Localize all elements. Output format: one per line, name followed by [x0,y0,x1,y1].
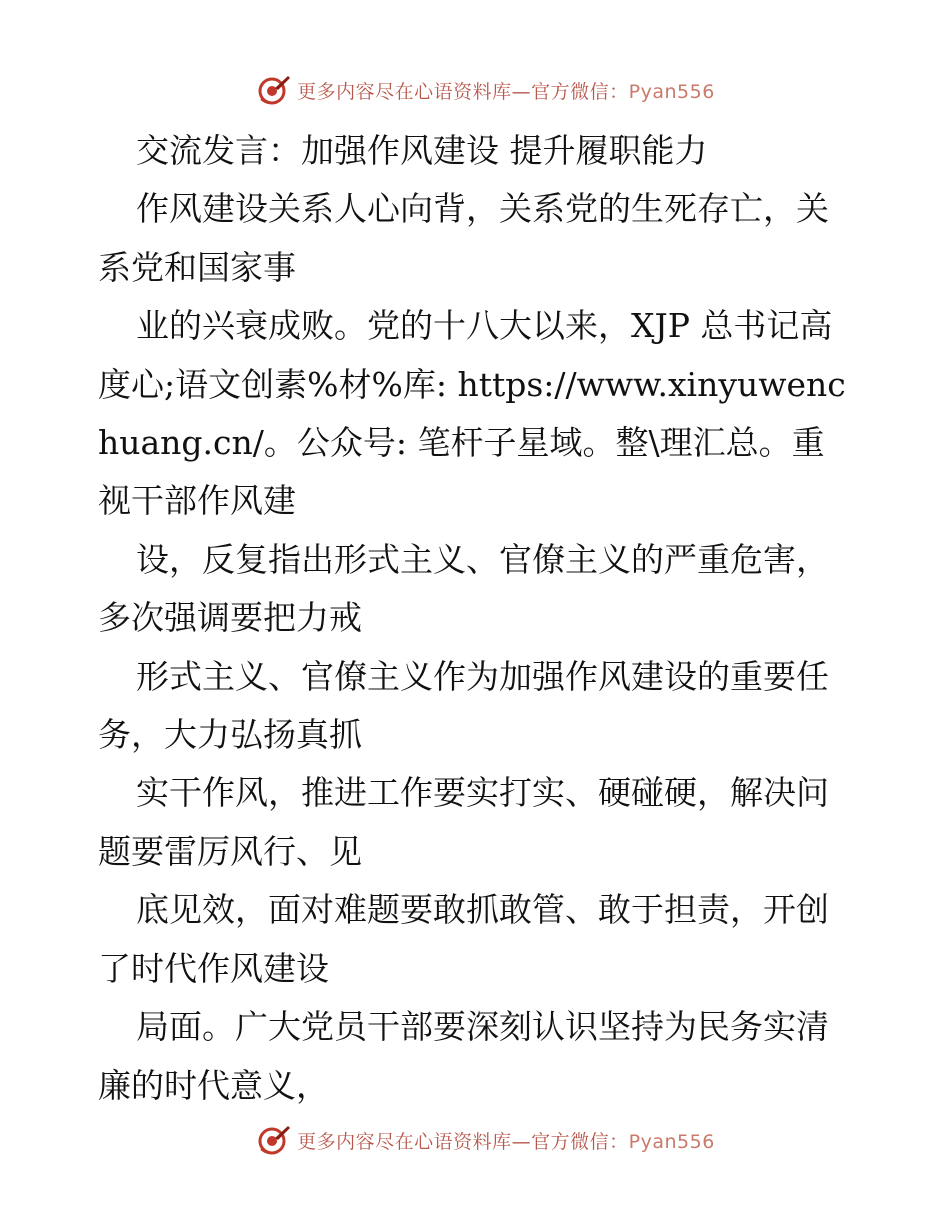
brush-logo-icon [257,1123,291,1157]
header-banner-handle: Pyan556 [628,80,715,103]
paragraph: 业的兴衰成败。党的十八大以来，XJP 总书记高度心;语文创素%材%库: https://www.xinyuwenchuang.cn/。公众号: 笔杆子星域。整\理汇总。重视干部作风建 [98,306,846,521]
footer-banner-handle: Pyan556 [628,1130,715,1153]
footer-banner-inner [257,1123,715,1157]
document-title: 交流发言：加强作风建设 提升履职能力 [136,131,708,170]
paragraph: 形式主义、官僚主义作为加强作风建设的重要任务，大力弘扬真抓 [98,656,829,755]
footer-banner-message: 更多内容尽在心语资料库—官方微信： [297,1130,629,1153]
header-banner [0,70,950,110]
footer-banner [0,1120,950,1160]
footer-banner-text [297,1127,715,1154]
paragraph: 设，反复指出形式主义、官僚主义的严重危害，多次强调要把力戒 [98,539,829,638]
header-banner-message: 更多内容尽在心语资料库—官方微信： [297,80,629,103]
header-banner-inner [257,73,715,107]
document-body [98,122,850,1115]
brush-logo-icon [257,73,291,107]
paragraph: 局面。广大党员干部要深刻认识坚持为民务实清廉的时代意义， [98,1007,829,1105]
header-banner-text [297,77,715,104]
paragraph: 作风建设关系人心向背，关系党的生死存亡，关系党和国家事 [98,189,829,287]
paragraph: 底见效，面对难题要敢抓敢管、敢于担责，开创了时代作风建设 [98,890,829,988]
paragraph: 实干作风，推进工作要实打实、硬碰硬，解决问题要雷厉风行、见 [98,773,829,871]
